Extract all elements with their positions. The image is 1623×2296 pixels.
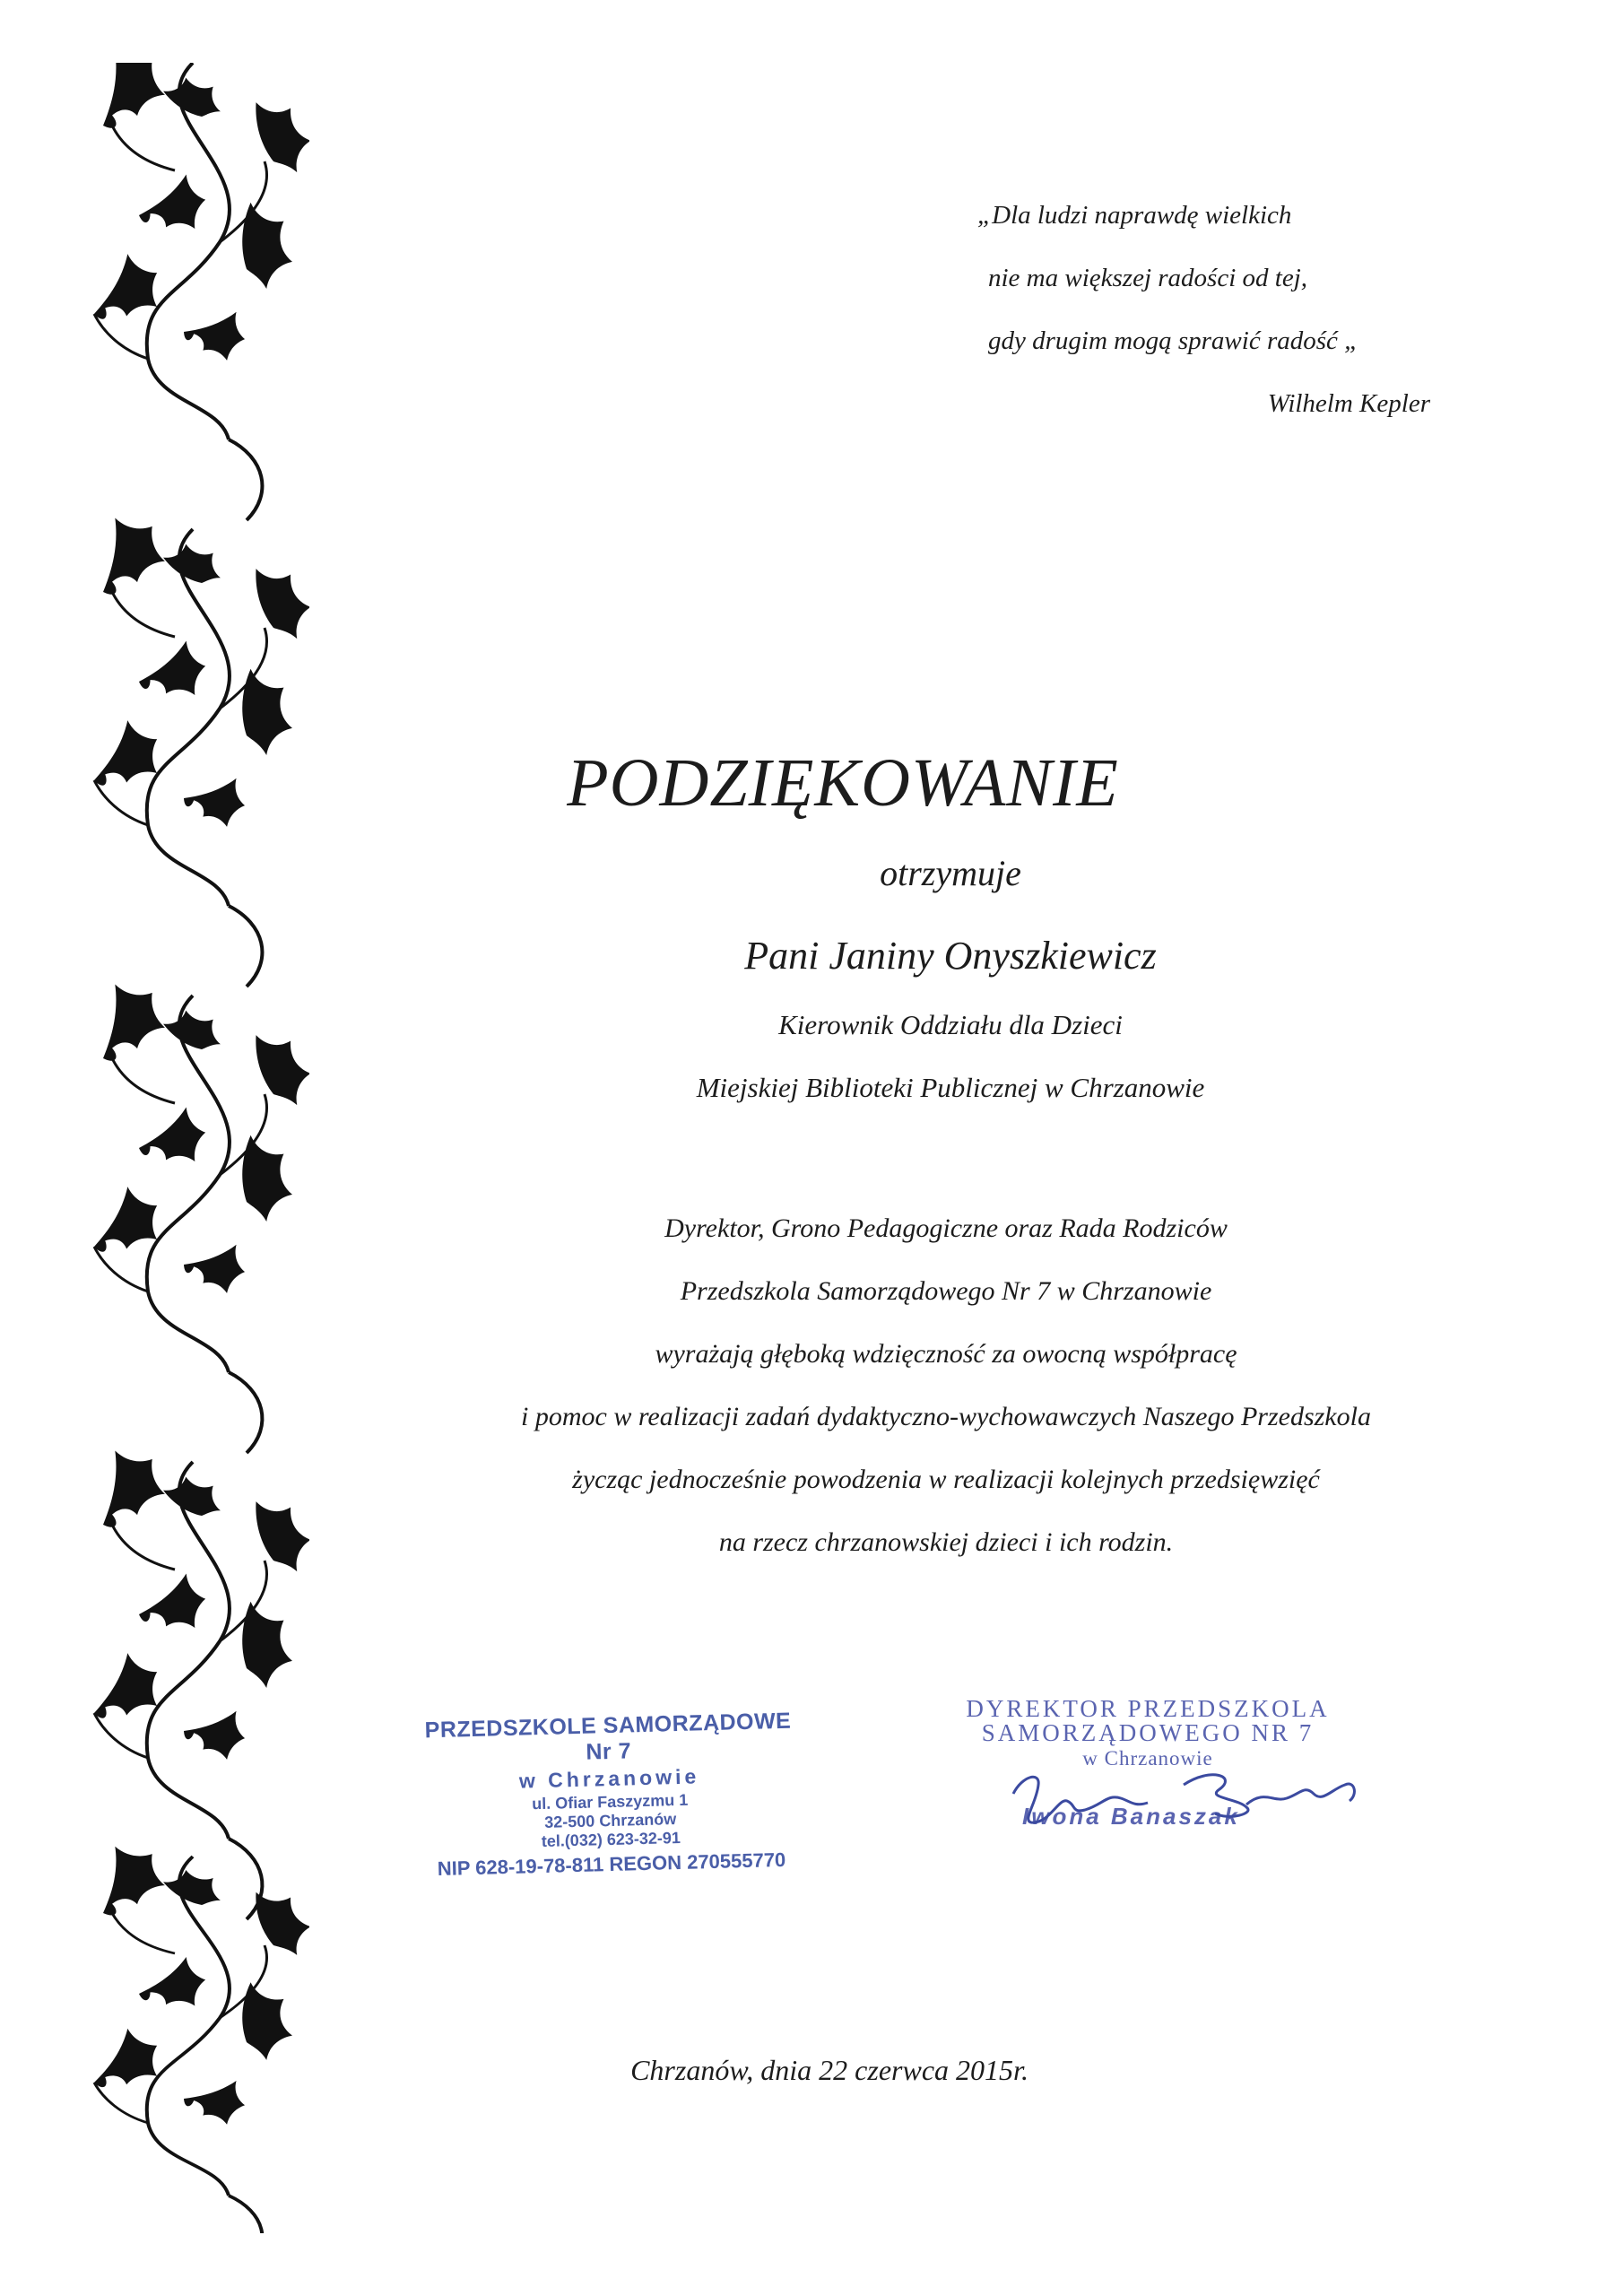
document-title: PODZIĘKOWANIE	[567, 745, 1119, 821]
body-line: życząc jednocześnie powodzenia w realizacji kolejnych przedsięwzięć	[572, 1465, 1320, 1494]
handwritten-signature-icon	[1004, 1758, 1363, 1839]
stamp-line: ul. Ofiar Faszyzmu 1	[531, 1790, 689, 1813]
body-line: Przedszkola Samorządowego Nr 7 w Chrzanowie	[680, 1276, 1212, 1306]
stamp-line: tel.(032) 623-32-91	[541, 1828, 681, 1851]
stamp-line: NIP 628-19-78-811 REGON 270555770	[437, 1848, 786, 1881]
stamp-line: w Chrzanowie	[518, 1764, 700, 1793]
stamp-line: Iwona Banaszak	[1022, 1803, 1240, 1830]
quote-line-3: gdy drugim mogą sprawić radość „	[988, 326, 1359, 355]
stamp-line: w Chrzanowie	[1082, 1747, 1213, 1770]
institution-stamp	[420, 1709, 801, 1882]
recipient-role-line-2: Miejskiej Biblioteki Publicznej w Chrzanowie	[696, 1072, 1205, 1103]
floral-vine-border-icon	[85, 63, 309, 2233]
quote-author: Wilhelm Kepler	[1267, 389, 1430, 418]
quote-line-1: „Dla ludzi naprawdę wielkich	[977, 201, 1292, 230]
date-place: Chrzanów, dnia 22 czerwca 2015r.	[630, 2054, 1028, 2086]
stamp-line: PRZEDSZKOLE SAMORZĄDOWE Nr 7	[424, 1708, 792, 1765]
stamp-line: 32-500 Chrzanów	[543, 1810, 677, 1831]
stamp-line: DYREKTOR PRZEDSZKOLA	[966, 1695, 1330, 1722]
body-line: Dyrektor, Grono Pedagogiczne oraz Rada Rodziców	[664, 1213, 1228, 1243]
body-line: na rzecz chrzanowskiej dzieci i ich rodzin.	[718, 1527, 1174, 1557]
quote-line-2: nie ma większej radości od tej,	[988, 264, 1308, 292]
body-line: i pomoc w realizacji zadań dydaktyczno-wychowawczych Naszego Przedszkola	[521, 1402, 1371, 1431]
epigraph-quote	[977, 184, 1480, 435]
recipient-role-line-1: Kierownik Oddziału dla Dzieci	[778, 1009, 1123, 1040]
body-line: wyrażają głęboką wdzięczność za owocną współpracę	[655, 1339, 1237, 1369]
recipient-name: Pani Janiny Onyszkiewicz	[744, 934, 1157, 978]
body-paragraph	[287, 1197, 1605, 1574]
stamp-line: SAMORZĄDOWEGO NR 7	[981, 1719, 1315, 1746]
receives-label: otrzymuje	[880, 853, 1021, 893]
